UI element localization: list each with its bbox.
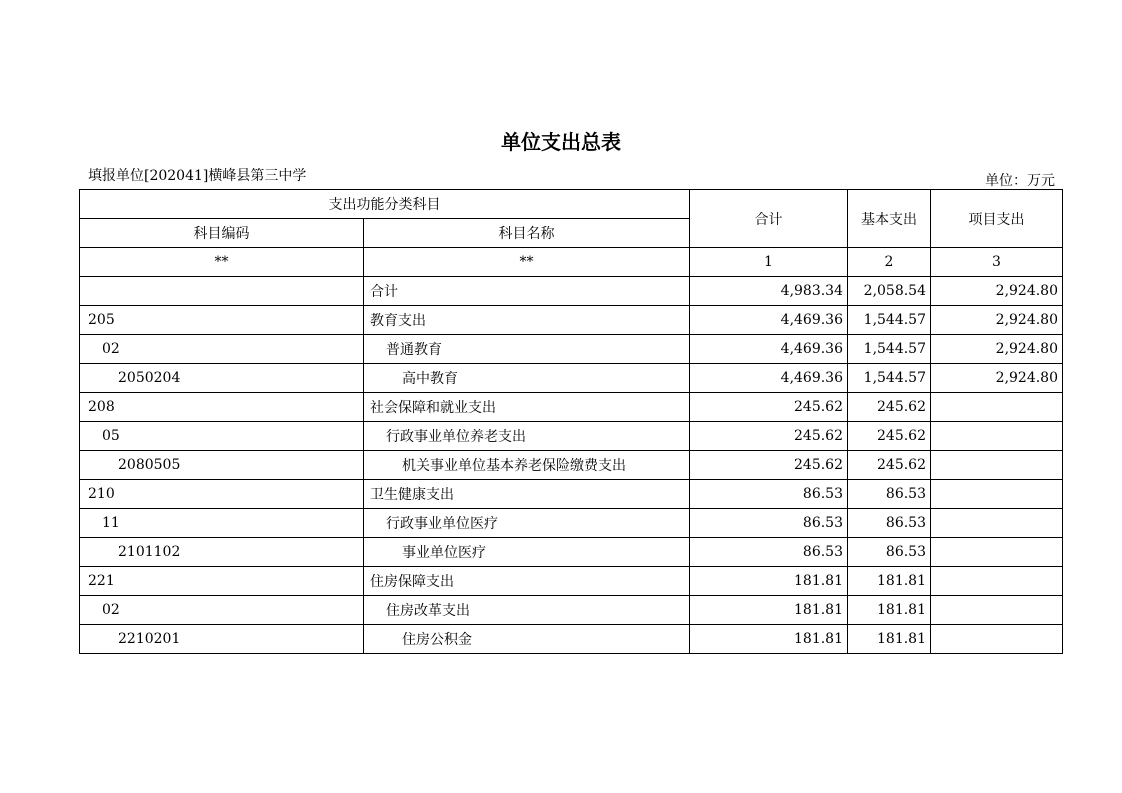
cell-name: 事业单位医疗 bbox=[364, 538, 690, 567]
page-title: 单位支出总表 bbox=[501, 130, 621, 154]
header-row-1 bbox=[80, 190, 1063, 219]
cell-code: 2050204 bbox=[80, 364, 364, 393]
cell-code: 11 bbox=[80, 509, 364, 538]
cell-name: 机关事业单位基本养老保险缴费支出 bbox=[364, 451, 690, 480]
cell-basic: 245.62 bbox=[848, 393, 931, 422]
table-row bbox=[80, 596, 1063, 625]
index-basic: 2 bbox=[848, 248, 931, 277]
index-code: ** bbox=[80, 248, 364, 277]
cell-name: 住房公积金 bbox=[364, 625, 690, 654]
table-row bbox=[80, 306, 1063, 335]
header-name: 科目名称 bbox=[364, 219, 690, 248]
cell-total: 4,469.36 bbox=[690, 306, 848, 335]
cell-basic: 1,544.57 bbox=[848, 364, 931, 393]
header-project: 项目支出 bbox=[931, 190, 1063, 248]
index-name: ** bbox=[364, 248, 690, 277]
cell-project bbox=[931, 480, 1063, 509]
cell-total: 86.53 bbox=[690, 480, 848, 509]
cell-name: 教育支出 bbox=[364, 306, 690, 335]
cell-project: 2,924.80 bbox=[931, 277, 1063, 306]
table-row bbox=[80, 393, 1063, 422]
header-code: 科目编码 bbox=[80, 219, 364, 248]
cell-basic: 1,544.57 bbox=[848, 335, 931, 364]
cell-code: 2101102 bbox=[80, 538, 364, 567]
cell-project: 2,924.80 bbox=[931, 306, 1063, 335]
table-row bbox=[80, 335, 1063, 364]
cell-project bbox=[931, 567, 1063, 596]
cell-total: 181.81 bbox=[690, 596, 848, 625]
cell-code: 02 bbox=[80, 596, 364, 625]
cell-total: 4,469.36 bbox=[690, 364, 848, 393]
cell-basic: 86.53 bbox=[848, 509, 931, 538]
cell-code: 208 bbox=[80, 393, 364, 422]
table-row bbox=[80, 422, 1063, 451]
reporting-unit: 填报单位[202041]横峰县第三中学 bbox=[88, 168, 307, 184]
cell-project bbox=[931, 538, 1063, 567]
cell-project bbox=[931, 393, 1063, 422]
cell-name: 合计 bbox=[364, 277, 690, 306]
cell-total: 245.62 bbox=[690, 393, 848, 422]
table-row bbox=[80, 509, 1063, 538]
table-row bbox=[80, 625, 1063, 654]
cell-code: 02 bbox=[80, 335, 364, 364]
index-total: 1 bbox=[690, 248, 848, 277]
expenditure-table bbox=[79, 189, 1063, 654]
cell-basic: 181.81 bbox=[848, 596, 931, 625]
cell-name: 社会保障和就业支出 bbox=[364, 393, 690, 422]
cell-basic: 1,544.57 bbox=[848, 306, 931, 335]
table-row bbox=[80, 567, 1063, 596]
cell-basic: 86.53 bbox=[848, 480, 931, 509]
cell-code: 2210201 bbox=[80, 625, 364, 654]
cell-project bbox=[931, 596, 1063, 625]
cell-code: 210 bbox=[80, 480, 364, 509]
cell-total: 86.53 bbox=[690, 538, 848, 567]
currency-unit: 单位：万元 bbox=[985, 173, 1055, 189]
cell-name: 住房保障支出 bbox=[364, 567, 690, 596]
header-function-category: 支出功能分类科目 bbox=[80, 190, 690, 219]
index-project: 3 bbox=[931, 248, 1063, 277]
cell-basic: 245.62 bbox=[848, 451, 931, 480]
header-total: 合计 bbox=[690, 190, 848, 248]
header-basic: 基本支出 bbox=[848, 190, 931, 248]
table-row bbox=[80, 480, 1063, 509]
cell-basic: 86.53 bbox=[848, 538, 931, 567]
cell-basic: 181.81 bbox=[848, 567, 931, 596]
cell-basic: 245.62 bbox=[848, 422, 931, 451]
table-row bbox=[80, 538, 1063, 567]
cell-name: 高中教育 bbox=[364, 364, 690, 393]
cell-project bbox=[931, 509, 1063, 538]
cell-code: 05 bbox=[80, 422, 364, 451]
cell-name: 住房改革支出 bbox=[364, 596, 690, 625]
cell-total: 181.81 bbox=[690, 625, 848, 654]
cell-project: 2,924.80 bbox=[931, 335, 1063, 364]
table-row bbox=[80, 451, 1063, 480]
cell-project bbox=[931, 422, 1063, 451]
table-row bbox=[80, 364, 1063, 393]
cell-total: 181.81 bbox=[690, 567, 848, 596]
cell-code: 221 bbox=[80, 567, 364, 596]
cell-name: 行政事业单位养老支出 bbox=[364, 422, 690, 451]
cell-total: 4,469.36 bbox=[690, 335, 848, 364]
index-row bbox=[80, 248, 1063, 277]
cell-code: 205 bbox=[80, 306, 364, 335]
cell-code: 2080505 bbox=[80, 451, 364, 480]
cell-name: 卫生健康支出 bbox=[364, 480, 690, 509]
cell-total: 245.62 bbox=[690, 422, 848, 451]
cell-total: 86.53 bbox=[690, 509, 848, 538]
cell-project bbox=[931, 625, 1063, 654]
cell-basic: 181.81 bbox=[848, 625, 931, 654]
cell-basic: 2,058.54 bbox=[848, 277, 931, 306]
cell-name: 普通教育 bbox=[364, 335, 690, 364]
cell-name: 行政事业单位医疗 bbox=[364, 509, 690, 538]
table-row bbox=[80, 277, 1063, 306]
cell-code bbox=[80, 277, 364, 306]
cell-project bbox=[931, 451, 1063, 480]
cell-total: 245.62 bbox=[690, 451, 848, 480]
cell-project: 2,924.80 bbox=[931, 364, 1063, 393]
cell-total: 4,983.34 bbox=[690, 277, 848, 306]
